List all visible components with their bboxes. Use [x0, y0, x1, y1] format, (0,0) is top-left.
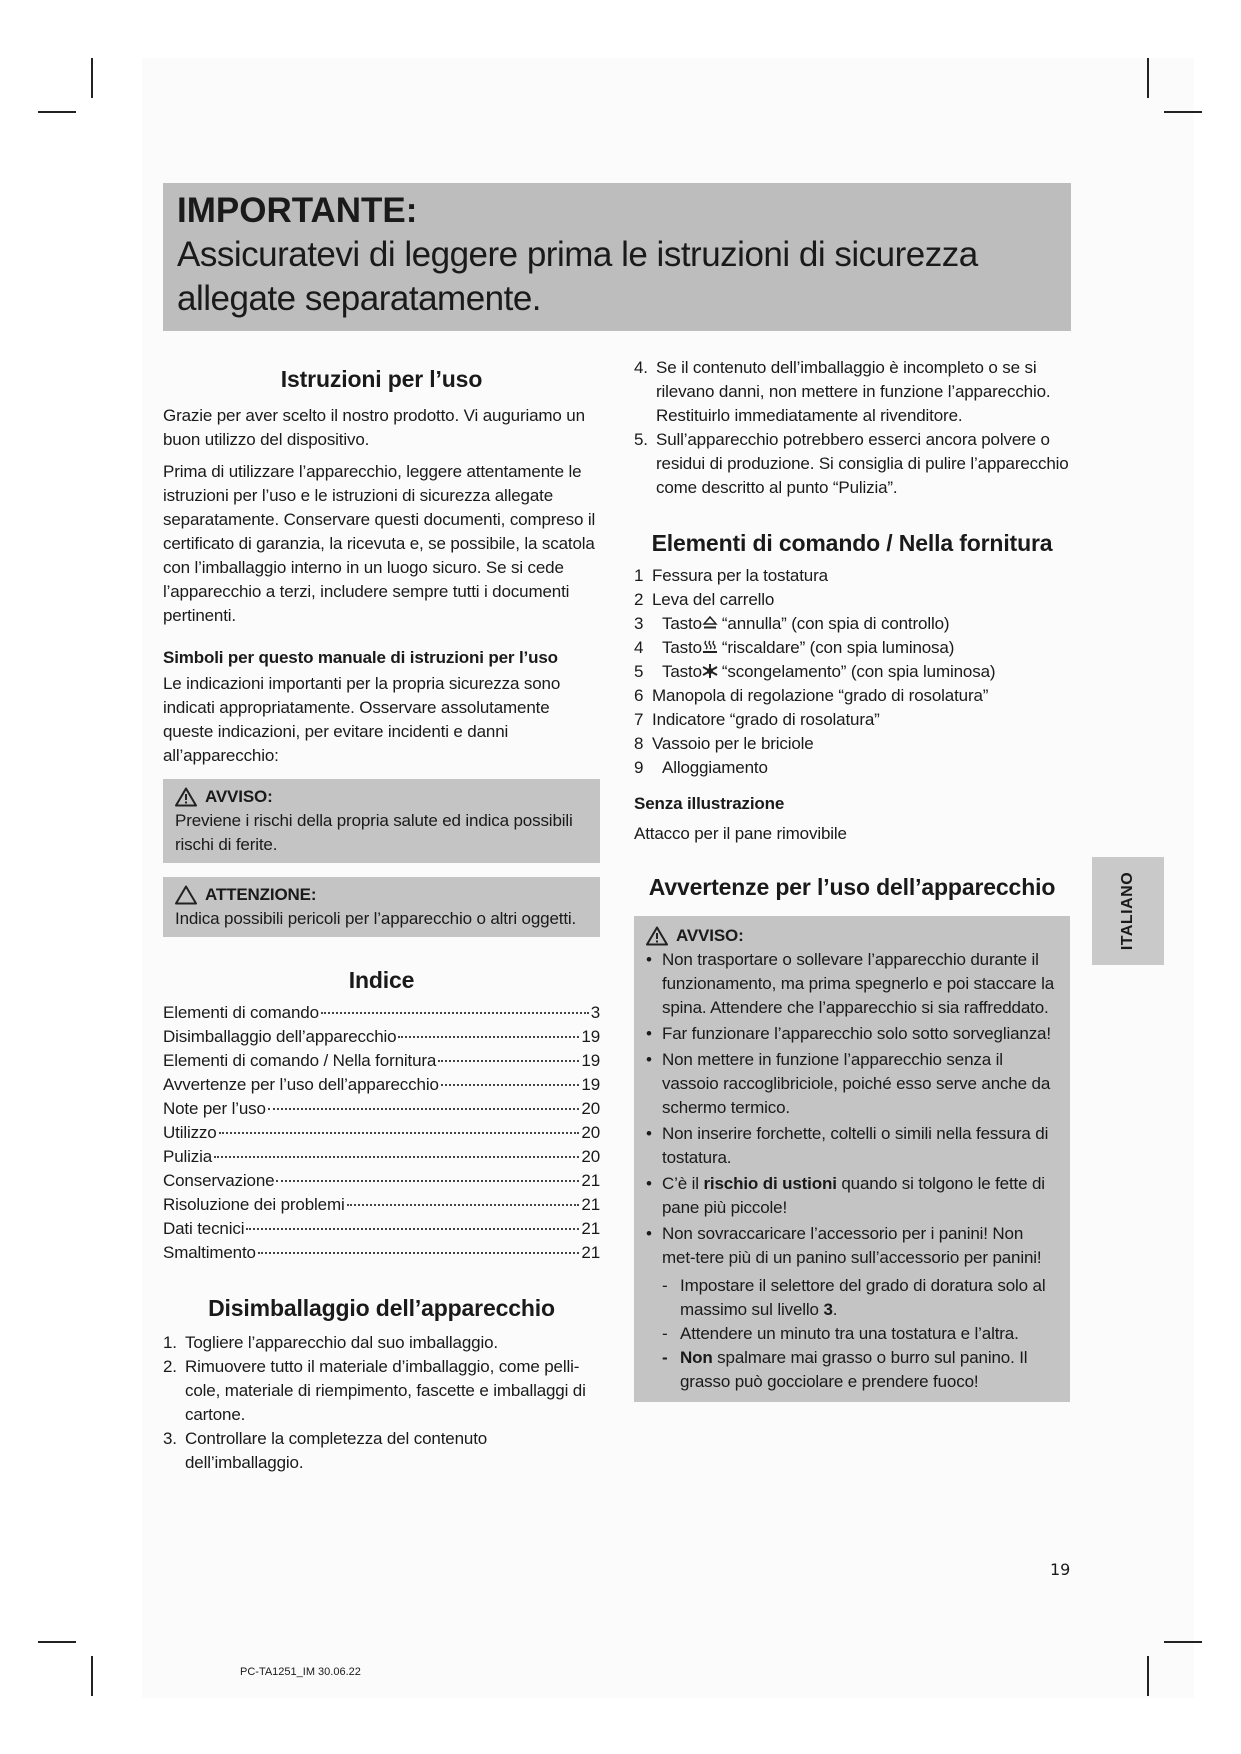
toc-entry[interactable]: Note per l’uso 20 — [163, 1099, 600, 1118]
usage-warning-item: • Non trasportare o sollevare l’apparecchio durante il funzionamento, ma prima spegnerlo e poi staccare la spina. Attendere che l’apparecchio si sia raffreddato. — [646, 950, 1055, 1017]
component-item: 7 Indicatore “grado di rosolatura” — [634, 710, 880, 729]
caution-label: ATTENZIONE: — [205, 885, 317, 904]
table-of-contents — [163, 1001, 600, 1265]
usage-warning-item: • Non mettere in funzione l’apparecchio senza il vassoio raccoglibriciole, poiché esso serve anche da schermo termico. — [646, 1050, 1051, 1117]
caution-triangle-icon — [175, 885, 197, 905]
unpacking-step: 3. Controllare la completezza del contenuto dell’imballaggio. — [163, 1429, 488, 1472]
footer-code: PC-TA1251_IM 30.06.22 — [240, 1666, 361, 1678]
unpacking-step: 1. Togliere l’apparecchio dal suo imballaggio. — [163, 1333, 498, 1352]
toc-entry[interactable]: Utilizzo 20 — [163, 1123, 600, 1142]
component-item: 4 Tasto “riscaldare” (con spia luminosa) — [634, 638, 955, 657]
unpacking-steps-continued — [634, 356, 1070, 500]
toc-entry[interactable]: Disimballaggio dell’apparecchio 19 — [163, 1027, 600, 1046]
warning-box — [163, 779, 600, 863]
toc-entry[interactable]: Elementi di comando / Nella fornitura 19 — [163, 1051, 600, 1070]
usage-warning-title — [646, 924, 1058, 948]
reheat-symbol-icon — [702, 640, 718, 654]
warning-box-title — [175, 785, 588, 809]
toc-entry[interactable]: Pulizia 20 — [163, 1147, 600, 1166]
toc-entry[interactable]: Avvertenze per l’uso dell’apparecchio 19 — [163, 1075, 600, 1094]
component-item: 6 Manopola di regolazione “grado di rosolatura” — [634, 686, 989, 705]
usage-sub-item: - Non spalmare mai grasso o burro sul panino. Il grasso può gocciolare e prendere fuoco! — [662, 1348, 1028, 1391]
usage-warnings-heading: Avvertenze per l’uso dell’apparecchio — [648, 874, 1056, 900]
symbols-text: Le indicazioni importanti per la propria sicurezza sono indicati appropriatamente. Osservare assolutamente queste indicazioni, per evitare incidenti e danni all’apparecchio: — [163, 674, 561, 765]
usage-warning-list — [646, 948, 1058, 1394]
crop-mark — [91, 1656, 93, 1696]
unpacking-steps-list — [163, 1331, 600, 1475]
crop-mark — [1164, 111, 1202, 113]
banner-text: Assicuratevi di leggere prima le istruzioni di sicurezza allegate separatamente. — [177, 235, 978, 318]
component-item: 3 Tasto “annulla” (con spia di controllo) — [634, 614, 950, 633]
crop-mark — [1147, 1656, 1149, 1696]
toc-entry[interactable]: Risoluzione dei problemi 21 — [163, 1195, 600, 1214]
instructions-heading: Istruzioni per l’uso — [280, 366, 483, 392]
component-item: 5 Tasto “scongelamento” (con spia luminosa) — [634, 662, 996, 681]
usage-warning-item: • Non sovraccaricare l’accessorio per i panini! Non met-tere più di un panino sull’accessorio per panini! - Impostare il selettore del grado di doratura solo al massimo sul livello 3. - Attendere un minuto tra una tostatura e l’altra. - Non spalmare mai grasso o burro sul panino. Il grasso può gocciolare e prendere fuoco! — [646, 1222, 1058, 1394]
warning-text: Previene i rischi della propria salute ed indica possibili rischi di ferite. — [175, 811, 573, 854]
caution-box — [163, 877, 600, 937]
toc-entry[interactable]: Elementi di comando 3 — [163, 1003, 600, 1022]
intro-paragraph-2: Prima di utilizzare l’apparecchio, leggere attentamente le istruzioni per l’uso e le istruzioni di sicurezza allegate separatamente. Conservare questi documenti, compreso il certificato di garanzia, la ricevuta e, se possibile, la scatola con l’imballaggio interno in un luogo sicuro. Se si cede l’apparecchio a terzi, includere sempre tutti i documenti pertinenti. — [163, 462, 596, 625]
toc-entry[interactable]: Smaltimento 21 — [163, 1243, 600, 1262]
crop-mark — [91, 58, 93, 98]
caution-text: Indica possibili pericoli per l’apparecchio o altri oggetti. — [175, 909, 577, 928]
component-item: 9 Alloggiamento — [634, 758, 768, 777]
page-number: 19 — [1050, 1560, 1071, 1579]
usage-sub-item: - Attendere un minuto tra una tostatura e l’altra. — [662, 1324, 1019, 1343]
usage-warning-item: • Non inserire forchette, coltelli o simili nella fessura di tostatura. — [646, 1124, 1049, 1167]
left-column — [163, 364, 600, 1475]
no-illustration-text: Attacco per il pane rimovibile — [634, 824, 847, 843]
crop-mark — [1164, 1641, 1202, 1643]
language-tab — [1092, 857, 1164, 965]
crop-mark — [38, 111, 76, 113]
banner-title: IMPORTANTE: — [177, 191, 418, 230]
important-banner — [163, 183, 1071, 331]
component-item: 1 Fessura per la tostatura — [634, 566, 828, 585]
usage-sub-item: - Impostare il selettore del grado di doratura solo al massimo sul livello 3. — [662, 1276, 1046, 1319]
symbols-heading: Simboli per questo manuale di istruzioni per l’uso — [163, 648, 558, 667]
components-list — [634, 564, 1070, 780]
usage-warning-box — [634, 916, 1070, 1402]
language-tab-label: ITALIANO — [1119, 871, 1136, 951]
warning-triangle-icon — [646, 926, 668, 946]
right-column — [634, 358, 1070, 1402]
intro-paragraph-1: Grazie per aver scelto il nostro prodotto. Vi auguriamo un buon utilizzo del dispositivo. — [163, 406, 585, 449]
unpacking-step: 2. Rimuovere tutto il materiale d’imballaggio, come pelli-cole, materiale di riempimento, fascette e imballaggi di cartone. — [163, 1357, 586, 1424]
toc-entry[interactable]: Dati tecnici 21 — [163, 1219, 600, 1238]
unpacking-step: 4. Se il contenuto dell’imballaggio è incompleto o se si rilevano danni, non mettere in funzione l’apparecchio. Restituirlo immediatamente al rivenditore. — [634, 358, 1051, 425]
unpacking-heading: Disimballaggio dell’apparecchio — [208, 1295, 555, 1321]
usage-warning-item: • C’è il rischio di ustioni quando si tolgono le fette di pane più piccole! — [646, 1174, 1045, 1217]
components-heading: Elementi di comando / Nella fornitura — [651, 530, 1053, 556]
no-illustration-heading: Senza illustrazione — [634, 794, 785, 813]
warning-triangle-icon — [175, 787, 197, 807]
component-item: 2 Leva del carrello — [634, 590, 775, 609]
unpacking-step: 5. Sull’apparecchio potrebbero esserci ancora polvere o residui di produzione. Si consiglia di pulire l’apparecchio come descritto al punto “Pulizia”. — [634, 430, 1069, 497]
usage-warning-label: AVVISO: — [676, 926, 744, 945]
defrost-symbol-icon — [702, 664, 718, 678]
usage-warning-item: • Far funzionare l’apparecchio solo sotto sorveglianza! — [646, 1024, 1051, 1043]
toc-entry[interactable]: Conservazione 21 — [163, 1171, 600, 1190]
usage-sub-list — [662, 1274, 1058, 1394]
toc-heading: Indice — [348, 967, 415, 993]
warning-label: AVVISO: — [205, 787, 273, 806]
crop-mark — [38, 1641, 76, 1643]
cancel-symbol-icon — [702, 616, 718, 630]
crop-mark — [1147, 58, 1149, 98]
component-item: 8 Vassoio per le briciole — [634, 734, 814, 753]
caution-box-title — [175, 883, 588, 907]
